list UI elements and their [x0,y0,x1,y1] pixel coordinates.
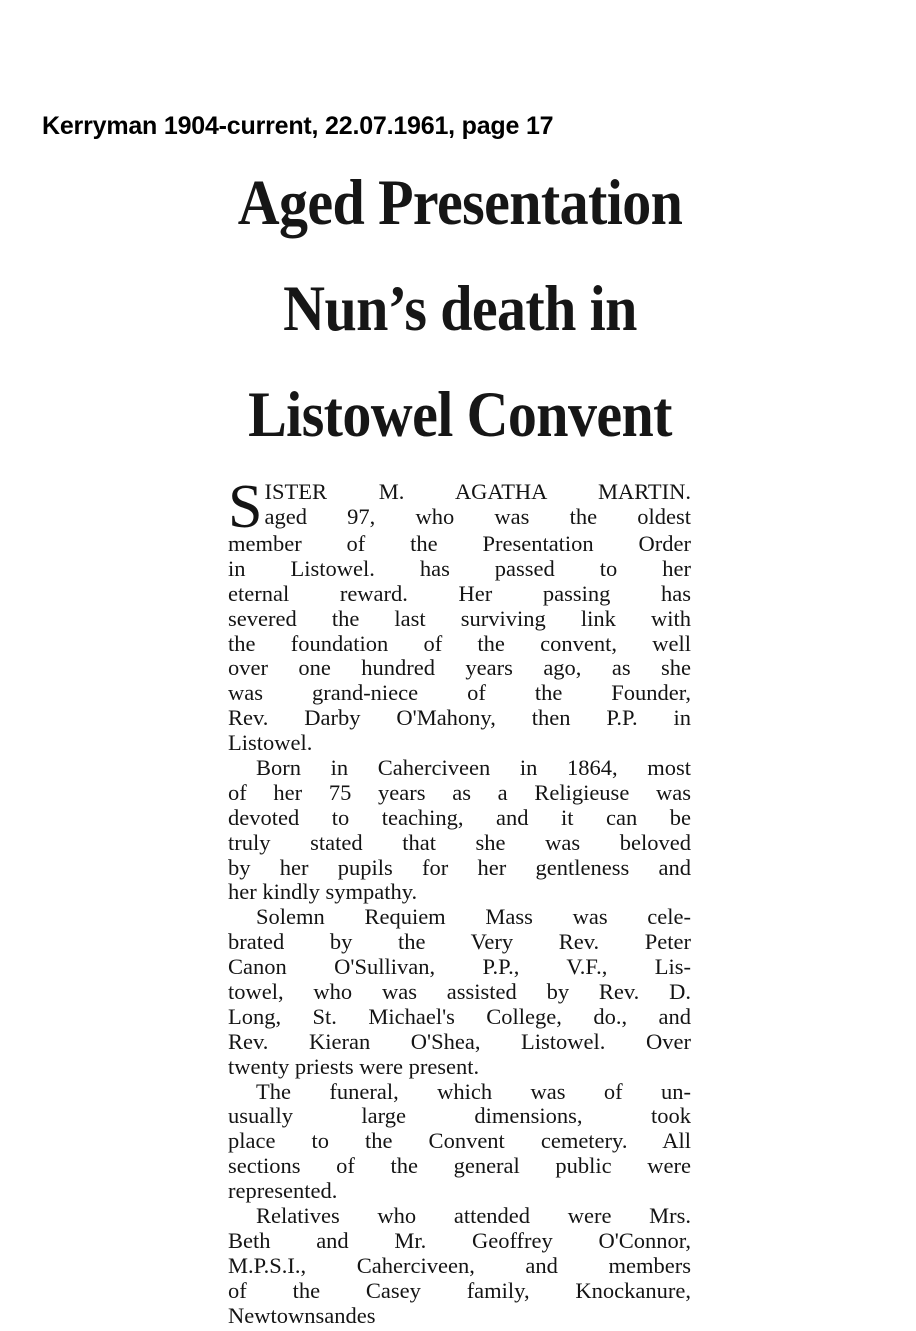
article-line: of her 75 years as a Religieuse was [228,779,691,805]
article-line: eternal reward. Her passing has [228,580,691,606]
article-line: over one hundred years ago, as she [228,655,691,681]
article-line: place to the Convent cemetery. All [228,1128,691,1154]
article-line: sections of the general public were [228,1153,691,1179]
article-line: Long, St. Michael's College, do., and [228,1003,691,1029]
article-line: the foundation of the convent, well [228,630,691,656]
source-caption: Kerryman 1904-current, 22.07.1961, page 17 [42,112,554,140]
article-line: Newtownsandes [228,1302,376,1328]
article-line: ISTER M. AGATHA MARTIN. [264,479,691,504]
article-line: Solemn Requiem Mass was cele- [256,904,691,930]
article-line: Listowel. [228,730,313,756]
article-line: Born in Caherciveen in 1864, most [256,755,691,781]
article-line: brated by the Very Rev. Peter [228,929,691,955]
article-line: Beth and Mr. Geoffrey O'Connor, [228,1227,691,1253]
drop-cap: S [228,473,263,541]
article-line: severed the last surviving link with [228,605,691,631]
headline-line-2: Nun’s death in [283,271,637,345]
article-line: The funeral, which was of un- [256,1078,691,1104]
article-line: towel, who was assisted by Rev. D. [228,979,691,1005]
article-line: was grand-niece of the Founder, [228,680,691,706]
article-line: by her pupils for her gentleness and [228,854,691,880]
headline-line-1: Aged Presentation [237,165,683,239]
article-line: Rev. Kieran O'Shea, Listowel. Over [228,1028,691,1054]
article-line: Relatives who attended were Mrs. [256,1203,691,1229]
article-line: aged 97, who was the oldest [264,503,691,529]
article-line: usually large dimensions, took [228,1103,691,1129]
article-line: of the Casey family, Knockanure, [228,1277,691,1303]
article-line: represented. [228,1178,338,1204]
article-line: in Listowel. has passed to her [228,555,691,581]
article-line: M.P.S.I., Caherciveen, and members [228,1252,691,1278]
article-line: Canon O'Sullivan, P.P., V.F., Lis- [228,954,691,980]
article-line: twenty priests were present. [228,1053,480,1079]
article-line: her kindly sympathy. [228,879,418,905]
article-line: Rev. Darby O'Mahony, then P.P. in [228,705,691,731]
headline-line-3: Listowel Convent [248,377,672,451]
article-line: devoted to teaching, and it can be [228,804,691,830]
article-line: member of the Presentation Order [228,531,691,556]
article-body [228,473,691,1329]
article-line: truly stated that she was beloved [228,829,691,855]
